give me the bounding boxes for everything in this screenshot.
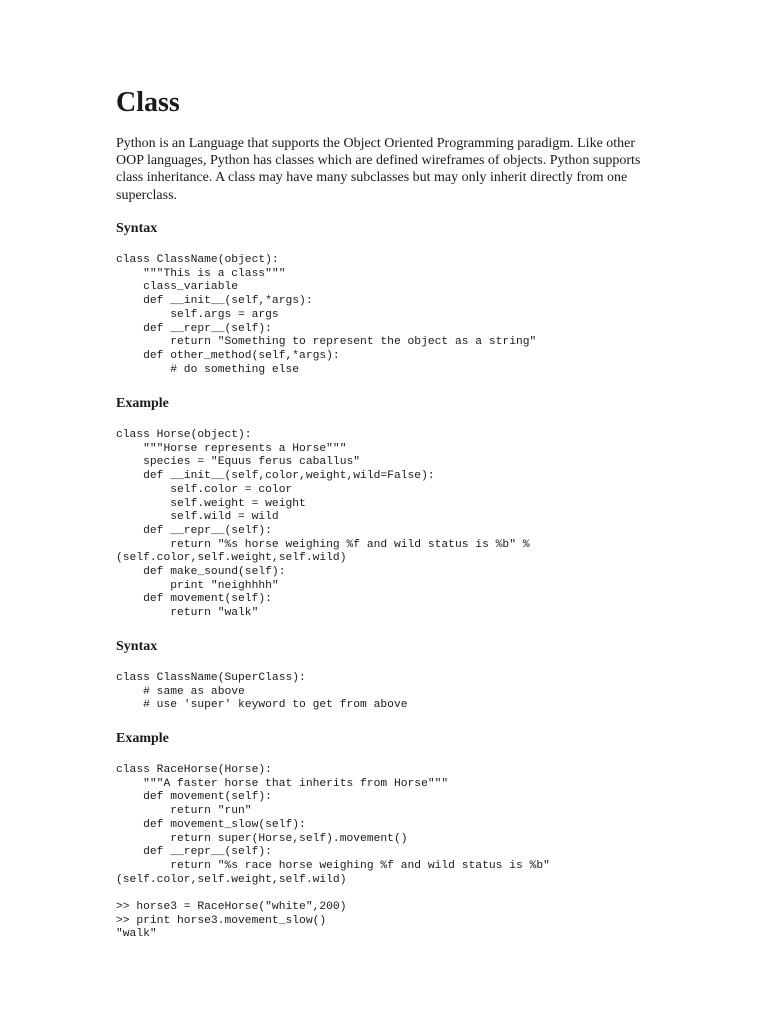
intro-paragraph: Python is an Language that supports the Object Oriented Programming paradigm. Like other OOP languages, Python has classes which are defined wireframes of objects. Python supports class inheritance. A class may have many subclasses but may only inherit directly from one superclass. — [116, 136, 641, 203]
section-heading-inheritance-example: Example — [116, 731, 169, 746]
code-block-horse-example: class Horse(object): """Horse represents a Horse""" species = "Equus ferus caballus" def __init__(self,color,weight,wild=False): self.color = color self.weight = weight self.wild = wild def __repr__(self): return "%s horse weighing %f and wild status is %b" % (self.color,self.weight,self.wild) def make_sound(self): print "neighhhh" def movement(self): return "walk" — [116, 429, 530, 620]
section-heading-example: Example — [116, 396, 169, 411]
section-heading-inheritance-syntax: Syntax — [116, 639, 158, 654]
code-block-inheritance-syntax: class ClassName(SuperClass): # same as above # use 'super' keyword to get from above — [116, 672, 408, 712]
code-block-class-syntax: class ClassName(object): """This is a class""" class_variable def __init__(self,*args): self.args = args def __repr__(self): return "Something to represent the object as a string" def other_method(self,*args): # do something else — [116, 254, 537, 376]
page-title: Class — [116, 87, 180, 118]
section-heading-syntax: Syntax — [116, 221, 158, 236]
code-block-racehorse-example: class RaceHorse(Horse): """A faster horse that inherits from Horse""" def movement(self): return "run" def movement_slow(self): return super(Horse,self).movement() def __repr__(self): return "%s race horse weighing %f and wild status is %b" (self.color,self.weight,self.wild) >> horse3 = RaceHorse("white",200) >> print horse3.movement_slow() "walk" — [116, 764, 550, 941]
